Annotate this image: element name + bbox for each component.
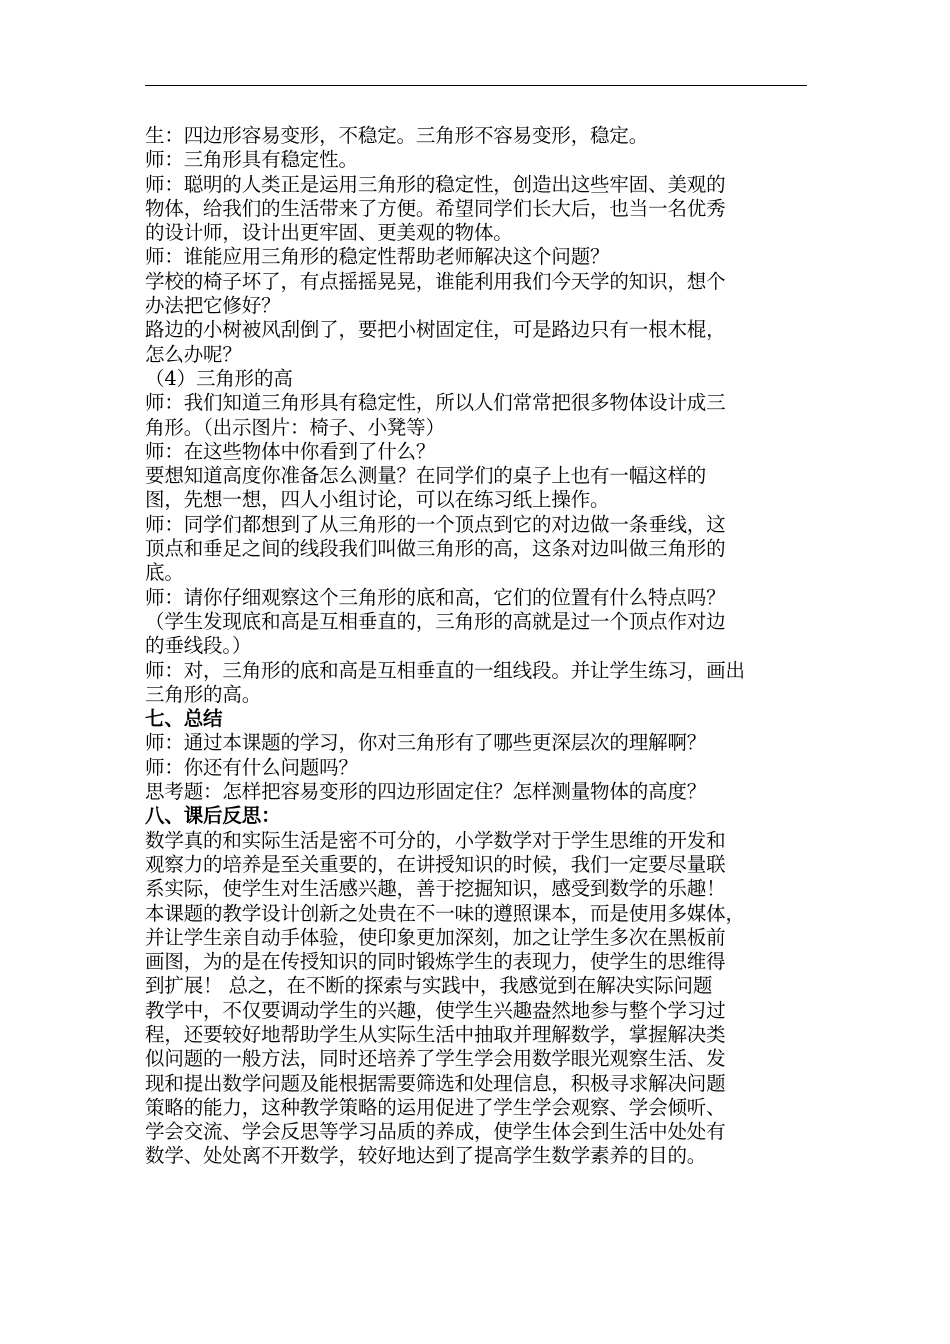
text-line: 师：在这些物体中你看到了什么？	[145, 439, 436, 463]
text-line: 到扩展！ 总之，在不断的探索与实践中，我感觉到在解决实际问题	[145, 974, 713, 998]
text-line: 数学、处处离不开数学，较好地达到了提高学生数学素养的目的。	[145, 1144, 707, 1168]
text-line: （学生发现底和高是互相垂直的，三角形的高就是过一个顶点作对边	[145, 609, 726, 633]
text-line: 本课题的教学设计创新之处贵在不一味的遵照课本，而是使用多媒体，	[145, 901, 745, 925]
paragraph-teacher-objects	[145, 391, 817, 440]
text-line: 三角形的高。	[145, 682, 262, 706]
text-line: 似问题的一般方法，同时还培养了学生学会用数学眼光观察生活、发	[145, 1047, 726, 1071]
text-line: 数学真的和实际生活是密不可分的，小学数学对于学生思维的开发和	[145, 828, 726, 852]
paragraph-teacher-observe	[145, 586, 817, 610]
text-line: 学校的椅子坏了，有点摇摇晃晃，谁能利用我们今天学的知识，想个	[145, 269, 726, 293]
subsection-heading-height	[145, 367, 817, 391]
paragraph-student-answer	[145, 124, 817, 148]
text-line: 师：请你仔细观察这个三角形的底和高，它们的位置有什么特点吗？	[145, 585, 726, 609]
paragraph-summary-question	[145, 731, 817, 755]
text-line: 顶点和垂足之间的线段我们叫做三角形的高，这条对边叫做三角形的	[145, 537, 726, 561]
paragraph-teacher-practice	[145, 659, 817, 708]
paragraph-teacher-stability	[145, 148, 817, 172]
paragraph-think-question	[145, 780, 817, 804]
paragraph-summary-more	[145, 756, 817, 780]
paragraph-teacher-designer	[145, 173, 817, 246]
text-line: 师：对，三角形的底和高是互相垂直的一组线段。并让学生练习，画出	[145, 658, 745, 682]
section-heading-reflection	[145, 804, 817, 828]
paragraph-reflection	[145, 829, 817, 1169]
text-line: 底。	[145, 561, 184, 585]
section-heading-summary	[145, 707, 817, 731]
paragraph-teacher-see	[145, 440, 817, 464]
text-line: 学会交流、学会反思等学习品质的养成，使学生体会到生活中处处有	[145, 1120, 726, 1144]
text-line: 现和提出数学问题及能根据需要筛选和处理信息，积极寻求解决问题	[145, 1071, 726, 1095]
header-rule	[145, 85, 807, 86]
text-line: 程，还要较好地帮助学生从实际生活中抽取并理解数学，掌握解决类	[145, 1022, 726, 1046]
paragraph-measure	[145, 464, 817, 513]
text-line: 物体，给我们的生活带来了方便。希望同学们长大后，也当一名优秀	[145, 196, 726, 220]
text-line: 画图，为的是在传授知识的同时锻炼学生的表现力，使学生的思维得	[145, 950, 726, 974]
text-line: 师：你还有什么问题吗？	[145, 755, 358, 779]
paragraph-student-discovery	[145, 610, 817, 659]
document-body	[145, 124, 817, 1169]
text-line: 生：四边形容易变形，不稳定。三角形不容易变形，稳定。	[145, 124, 649, 147]
text-line: （4）三角形的高	[145, 366, 293, 390]
text-line: 师：谁能应用三角形的稳定性帮助老师解决这个问题？	[145, 245, 610, 269]
text-line: 怎么办呢？	[145, 342, 242, 366]
text-line: 教学中，不仅要调动学生的兴趣，使学生兴趣盎然地参与整个学习过	[145, 998, 726, 1022]
text-line: 并让学生亲自动手体验，使印象更加深刻，加之让学生多次在黑板前	[145, 925, 726, 949]
text-line: 师：我们知道三角形具有稳定性，所以人们常常把很多物体设计成三	[145, 391, 726, 415]
text-line: 路边的小树被风刮倒了，要把小树固定住，可是路边只有一根木棍，	[145, 318, 726, 342]
text-line: 师：聪明的人类正是运用三角形的稳定性，创造出这些牢固、美观的	[145, 172, 726, 196]
text-line: 八、课后反思：	[145, 804, 281, 828]
text-line: 师：三角形具有稳定性。	[145, 148, 358, 172]
text-line: 图，先想一想，四人小组讨论，可以在练习纸上操作。	[145, 488, 610, 512]
text-line: 要想知道高度你准备怎么测量？在同学们的桌子上也有一幅这样的	[145, 464, 707, 488]
text-line: 的设计师，设计出更牢固、更美观的物体。	[145, 221, 513, 245]
text-line: 的垂线段。）	[145, 634, 252, 658]
text-line: 观察力的培养是至关重要的，在讲授知识的时候，我们一定要尽量联	[145, 852, 726, 876]
text-line: 思考题：怎样把容易变形的四边形固定住？怎样测量物体的高度？	[145, 780, 707, 804]
paragraph-teacher-question	[145, 245, 817, 269]
paragraph-tree-problem	[145, 318, 817, 367]
paragraph-chair-problem	[145, 270, 817, 319]
text-line: 策略的能力，这种教学策略的运用促进了学生学会观察、学会倾听、	[145, 1095, 726, 1119]
text-line: 系实际，使学生对生活感兴趣，善于挖掘知识，感受到数学的乐趣！	[145, 877, 726, 901]
text-line: 师：通过本课题的学习，你对三角形有了哪些更深层次的理解啊？	[145, 731, 707, 755]
text-line: 办法把它修好？	[145, 294, 281, 318]
text-line: 师：同学们都想到了从三角形的一个顶点到它的对边做一条垂线，这	[145, 512, 726, 536]
text-line: 七、总结	[145, 707, 223, 731]
text-line: 角形。（出示图片：椅子、小凳等）	[145, 415, 445, 439]
paragraph-teacher-definition	[145, 513, 817, 586]
